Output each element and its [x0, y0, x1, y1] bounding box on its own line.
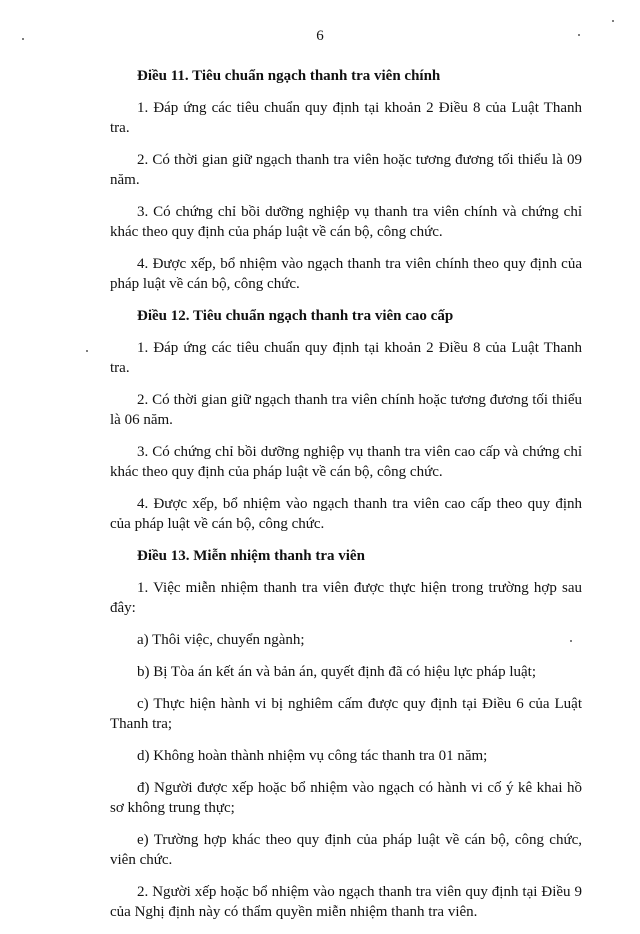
scan-speck	[578, 34, 580, 36]
scan-speck	[22, 38, 24, 40]
article-paragraph: 2. Người xếp hoặc bổ nhiệm vào ngạch thanh tra viên quy định tại Điều 9 của Nghị định này có thẩm quyền miễn nhiệm thanh tra viên.	[110, 884, 582, 920]
article-paragraph: 4. Được xếp, bổ nhiệm vào ngạch thanh tra viên chính theo quy định của pháp luật về cán bộ, công chức.	[110, 256, 582, 292]
article-paragraph: 1. Việc miễn nhiệm thanh tra viên được thực hiện trong trường hợp sau đây:	[110, 580, 582, 616]
article-paragraph: 1. Đáp ứng các tiêu chuẩn quy định tại khoản 2 Điều 8 của Luật Thanh tra.	[110, 100, 582, 136]
page-number: 6	[316, 28, 324, 44]
article-paragraph: 2. Có thời gian giữ ngạch thanh tra viên chính hoặc tương đương tối thiểu là 06 năm.	[110, 392, 582, 428]
article-paragraph: 4. Được xếp, bổ nhiệm vào ngạch thanh tra viên cao cấp theo quy định của pháp luật về cán bộ, công chức.	[110, 496, 582, 532]
article-heading: Điều 13. Miễn nhiệm thanh tra viên	[137, 548, 365, 564]
scan-speck	[86, 350, 88, 352]
article-paragraph: 1. Đáp ứng các tiêu chuẩn quy định tại khoản 2 Điều 8 của Luật Thanh tra.	[110, 340, 582, 376]
article-heading: Điều 11. Tiêu chuẩn ngạch thanh tra viên chính	[137, 68, 441, 84]
article-paragraph: 3. Có chứng chỉ bồi dưỡng nghiệp vụ thanh tra viên cao cấp và chứng chỉ khác theo quy định của pháp luật về cán bộ, công chức.	[110, 444, 582, 480]
scan-speck	[612, 20, 614, 22]
article-11	[110, 66, 582, 294]
article-paragraph: b) Bị Tòa án kết án và bản án, quyết định đã có hiệu lực pháp luật;	[137, 664, 536, 680]
document-body	[110, 66, 582, 934]
article-paragraph: d) Không hoàn thành nhiệm vụ công tác thanh tra 01 năm;	[137, 748, 488, 764]
article-paragraph: c) Thực hiện hành vi bị nghiêm cấm được quy định tại Điều 6 của Luật Thanh tra;	[110, 696, 582, 732]
article-12	[110, 306, 582, 534]
article-paragraph: 3. Có chứng chỉ bồi dưỡng nghiệp vụ thanh tra viên chính và chứng chỉ khác theo quy định của pháp luật về cán bộ, công chức.	[110, 204, 582, 240]
article-heading: Điều 12. Tiêu chuẩn ngạch thanh tra viên cao cấp	[137, 308, 454, 324]
scan-speck	[570, 640, 572, 642]
article-paragraph: a) Thôi việc, chuyển ngành;	[137, 632, 305, 648]
article-13	[110, 546, 582, 922]
article-paragraph: e) Trường hợp khác theo quy định của pháp luật về cán bộ, công chức, viên chức.	[110, 832, 582, 868]
article-paragraph: 2. Có thời gian giữ ngạch thanh tra viên hoặc tương đương tối thiểu là 09 năm.	[110, 152, 582, 188]
article-paragraph: đ) Người được xếp hoặc bổ nhiệm vào ngạch có hành vi cố ý kê khai hồ sơ không trung thực;	[110, 780, 582, 816]
